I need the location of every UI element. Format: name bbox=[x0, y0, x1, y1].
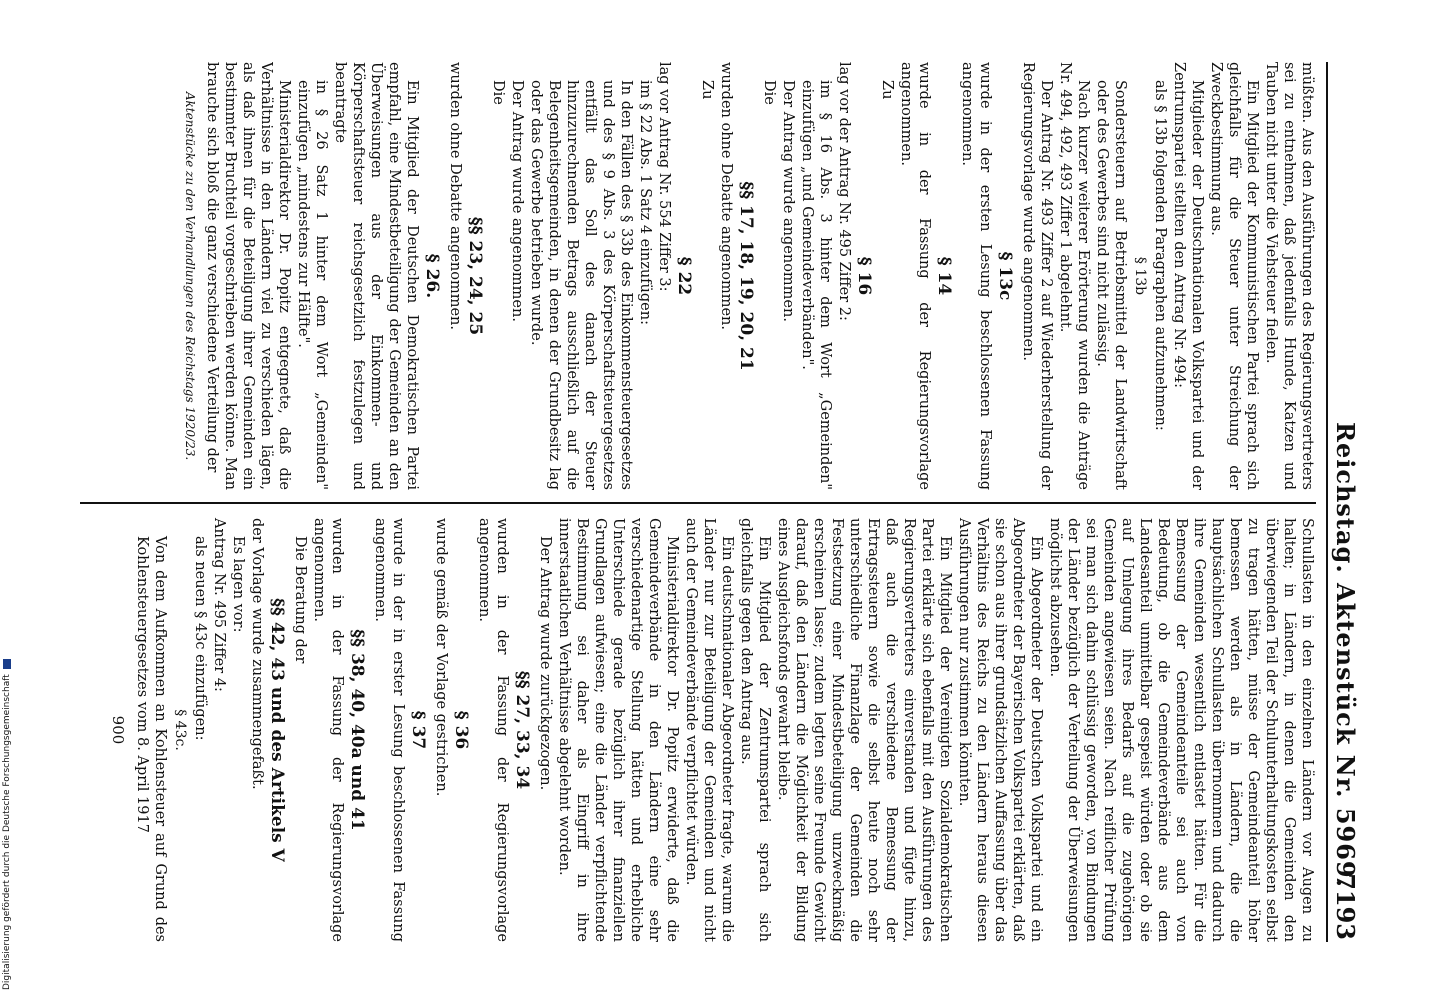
paragraph: Ein Mitglied der Deutschen Demokratischen Partei empfahl, eine Mindestbeteiligung der Gemeinden an den Überweisungen aus der Einkommen- und Körperschaftsteuer reichsgesetzlich festzulegen und beantragte bbox=[332, 62, 420, 490]
paragraph: wurde in der Fassung der Regierungsvorlage angenommen. bbox=[898, 62, 932, 490]
paragraph: Der Antrag Nr. 493 Ziffer 2 auf Wiederherstellung der Regierungsvorlage wurde angenommen. bbox=[1020, 62, 1054, 490]
section-heading: §§ 38, 40, 40a und 41 bbox=[347, 629, 367, 831]
paragraph: Ein Mitglied der Vereinigten Sozialdemokratischen Partei erklärte sich ebenfalls mit den Ausführungen des Regierungsvertreters einverstanden und fügte hinzu, daß auch die verschiedene Bemessung der Ertragssteuern sowie die selbst heute noch sehr unterschiedliche Finanzlage der Gemeinden die Festsetzung einer Mindestbeteiligung unzweckmäßig erscheinen lasse; zudem legten seine Freunde Gewicht darauf, daß den Ländern die Möglichkeit der Bildung eines Ausgleichsfonds gewahrt bleibe. bbox=[775, 518, 953, 942]
paragraph: Schullasten in den einzelnen Ländern vor Augen zu halten; in Ländern, in denen die Gemeinden den überwiegenden Teil der Schulunterhaltungskosten selbst zu tragen hätten, müsse der Gemeindeanteil höher bemessen werden als in Ländern, die die hauptsächlichen Schullasten übernommen und dadurch ihre Gemeinden wesentlich entlastet hätten. Für die Bemessung der Gemeindeanteile sei auch von Bedeutung, ob die Gemeindeverbände aus dem Landesanteil unmittelbar gespeist würden oder ob sie auf Umlegung ihres Bedarfs auf die zugehörigen Gemeinden angewiesen seien. Nach reiflicher Prüfung sei man sich dahin schlüssig geworden, von Bindungen der Länder bezüglich der Verteilung der Überweisungen möglichst abzusehen. bbox=[1047, 518, 1315, 942]
paragraph: Ministerialdirektor Dr. Popitz erwiderte, daß die Gemeindeverbände in den Ländern eine sehr verschiedenartige Stellung hätten und erhebliche Unterschiede gerade bezüglich ihrer finanziellen Grundlagen aufwiesen; eine die Länder verpflichtende Bestimmung sei daher als Eingriff in ihre innerstaatlichen Verhältnisse abgelehnt worden. bbox=[556, 518, 680, 942]
paragraph: wurden in der Fassung der Regierungsvorlage angenommen. bbox=[311, 518, 345, 942]
quoted-paragraph: im § 16 Abs. 3 hinter dem Wort „Gemeinden" einzufügen „und Gemeindeverbänden". bbox=[799, 80, 833, 490]
digitization-note-text: Digitalisierung gefördert durch die Deutsche Forschungsgemeinschaft bbox=[2, 674, 12, 990]
paragraph: müßten. Aus den Ausführungen des Regierungsvertreters sei zu entnehmen, daß jedenfalls Hunde, Katzen und Tauben nicht unter die Viehsteuer fielen. bbox=[1263, 62, 1315, 490]
section-heading: §§ 17, 18, 19, 20, 21 bbox=[736, 181, 756, 371]
page-title: Reichstag. Aktenstück Nr. 5969. bbox=[1331, 422, 1360, 888]
quoted-paragraph: In den Fällen des § 33b des Einkommensteuergesetzes und des § 9 Abs. 3 des Körperschaftsteuergesetzes entfällt das Soll des danach der Steuer hinzuzurechnenden Betrags ausschließlich auf die Belegenheitsgemeinden, in denen der Grundbesitz lag oder das Gewerbe betrieben wurde. bbox=[528, 80, 634, 490]
paragraph: Es lagen vor: bbox=[230, 536, 246, 633]
paragraph: als § 13b folgenden Paragraphen aufzunehmen: bbox=[1152, 80, 1168, 431]
subsection-heading: § 13b bbox=[1132, 256, 1148, 296]
section-heading: §§ 42, 43 und des Artikels V bbox=[267, 598, 287, 862]
paragraph: Nach kurzer weiterer Erörterung wurden die Anträge Nr. 494, 492, 493 Ziffer 1 abgelehnt. bbox=[1057, 62, 1091, 490]
quoted-paragraph: Sondersteuern auf Betriebsmittel der Landwirtschaft oder des Gewerbes sind nicht zulässig. bbox=[1094, 80, 1128, 490]
paragraph: lag vor der Antrag Nr. 495 Ziffer 2: bbox=[836, 62, 852, 321]
section-heading: § 14 bbox=[934, 256, 954, 296]
paragraph: Ministerialdirektor Dr. Popitz entgegnete, daß die Verhältnisse in den Ländern viel zu verschieden lägen, als daß ihnen für die Beteiligung ihrer Gemeinden ein bestimmter Bruchteil vorgeschrieben werden könne. Man brauche sich bloß die ganz verschiedene Verteilung der bbox=[204, 62, 292, 490]
text-columns bbox=[80, 62, 1316, 942]
paragraph: wurden ohne Debatte angenommen. bbox=[718, 62, 734, 331]
paragraph: Zu bbox=[879, 80, 895, 100]
paragraph: Zu bbox=[699, 80, 715, 100]
paragraph: Ein Mitglied der Zentrumspartei sprach sich gleichfalls gegen den Antrag aus. bbox=[738, 518, 772, 942]
section-heading: §§ 27, 33, 34 bbox=[512, 670, 532, 790]
paragraph: Ein Abgeordneter der Deutschen Volkspartei und ein Abgeordneter der Bayerischen Volkspartei erklärten, daß sie schon aus ihrer grundsätzlichen Auffassung über das Verhältnis des Reichs zu den Ländern heraus diesen Ausführungen nur zustimmen könnten. bbox=[956, 518, 1044, 942]
page-header bbox=[1326, 62, 1364, 942]
quoted-paragraph: als neuen § 43c einzufügen: bbox=[192, 536, 208, 741]
paragraph: wurde in der in erster Lesung beschlossenen Fassung angenommen. bbox=[372, 518, 406, 942]
paragraph: Ein Mitglied der Kommunistischen Partei sprach sich gleichfalls für die Steuer unter Streichung der Zweckbestimmung aus. bbox=[1208, 62, 1260, 490]
paragraph: wurden in der Fassung der Regierungsvorlage angenommen. bbox=[476, 518, 510, 942]
paragraph: Der Antrag wurde angenommen. bbox=[780, 80, 796, 322]
paragraph: Antrag Nr. 495 Ziffer 4: bbox=[211, 518, 227, 692]
left-column bbox=[80, 62, 1316, 502]
paragraph: Die bbox=[490, 80, 506, 105]
paragraph: der Vorlage wurde zusammengefaßt. bbox=[249, 518, 265, 790]
section-heading: § 16 bbox=[854, 256, 874, 296]
column-footer: Aktenstücke zu den Verhandlungen des Reichstags 1920/23. bbox=[183, 91, 197, 461]
dfg-logo-icon bbox=[3, 659, 11, 669]
right-column bbox=[80, 502, 1316, 942]
quoted-paragraph: in § 26 Satz 1 hinter dem Wort „Gemeinden" einzufügen „mindestens zur Hälfte". bbox=[295, 80, 329, 490]
digitization-note bbox=[2, 600, 12, 990]
paragraph: Der Antrag wurde angenommen. bbox=[509, 80, 525, 322]
column-footer: 900 bbox=[109, 715, 127, 745]
paragraph: lag vor Antrag Nr. 554 Ziffer 3: bbox=[656, 62, 672, 292]
section-heading: § 37 bbox=[408, 710, 428, 750]
section-heading: § 36 bbox=[451, 710, 471, 750]
section-heading: §§ 23, 24, 25 bbox=[465, 216, 485, 336]
section-heading: § 26. bbox=[422, 253, 442, 299]
paragraph: wurden ohne Debatte angenommen. bbox=[447, 62, 463, 331]
page-number: 7193 bbox=[1331, 873, 1360, 940]
paragraph: Die Beratung der bbox=[292, 536, 308, 664]
paragraph: Mitglieder der Deutschnationalen Volkspartei und der Zentrumspartei stellten den Antrag Nr. 494: bbox=[1171, 62, 1205, 490]
paragraph: Der Antrag wurde zurückgezogen. bbox=[537, 536, 553, 791]
section-heading: § 22 bbox=[674, 256, 694, 296]
paragraph: wurde gemäß der Vorlage gestrichen. bbox=[433, 518, 449, 797]
quoted-paragraph: im § 22 Abs. 1 Satz 4 einzufügen: bbox=[637, 80, 653, 325]
paragraph: Die bbox=[761, 80, 777, 105]
subsection-heading: § 43c. bbox=[172, 709, 188, 751]
section-heading: § 13c bbox=[995, 251, 1015, 301]
quoted-paragraph: Von dem Aufkommen an Kohlensteuer auf Grund des Kohlensteuergesetzes vom 8. April 1917 bbox=[134, 536, 168, 942]
paragraph: wurde in der ersten Lesung beschlossenen Fassung angenommen. bbox=[959, 62, 993, 490]
paragraph: Ein deutschnationaler Abgeordneter fragte, warum die Länder nur zur Beteiligung der Gemeinden und nicht auch der Gemeindeverbände verpflichtet würden. bbox=[683, 518, 735, 942]
